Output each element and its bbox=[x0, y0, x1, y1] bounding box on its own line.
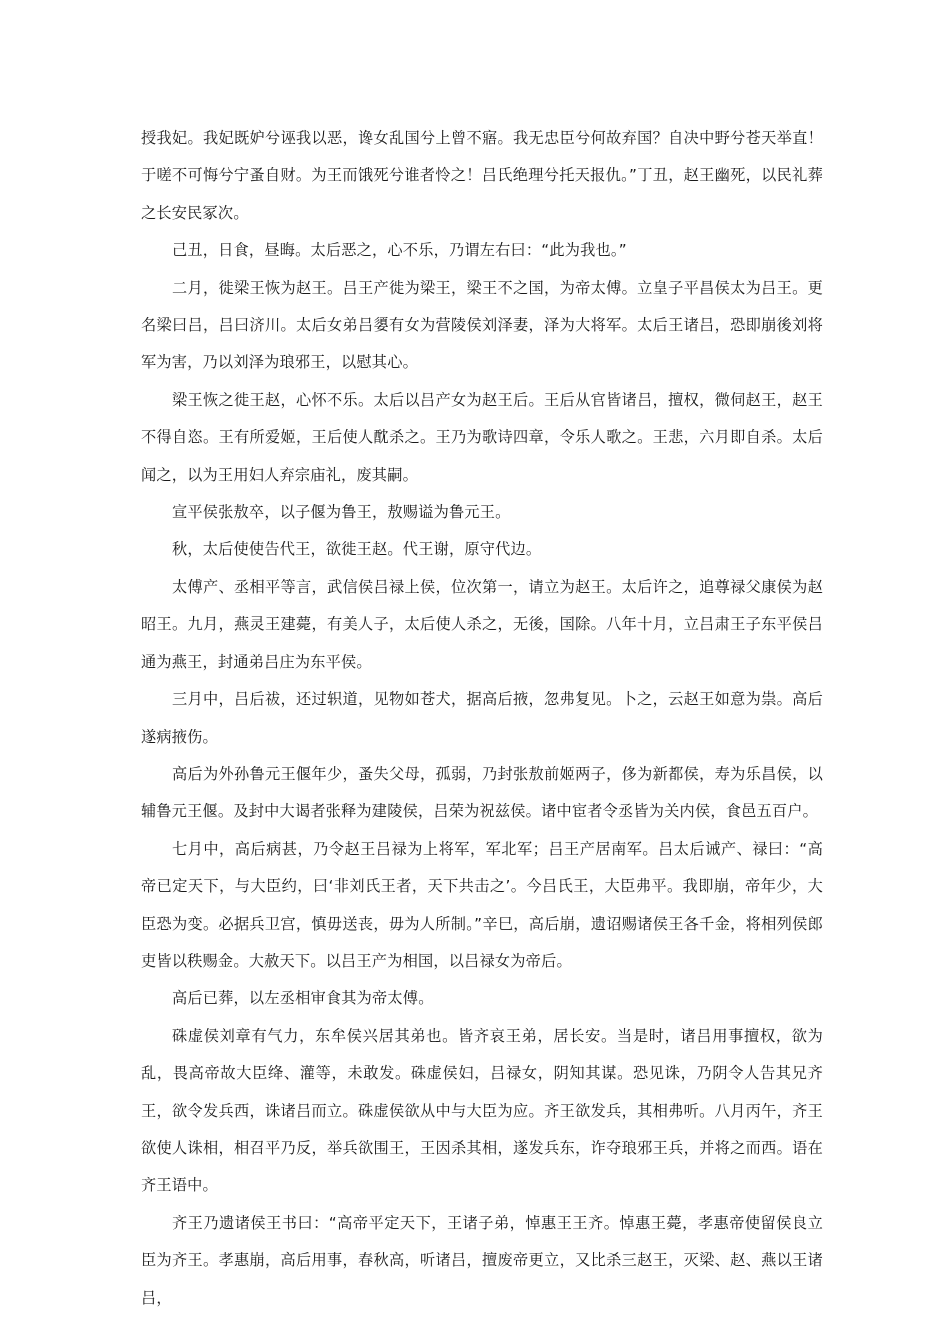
paragraph-8: 三月中，吕后祓，还过轵道，见物如苍犬，据高后掖，忽弗复见。卜之，云赵王如意为祟。高后遂病掖伤。 bbox=[141, 690, 823, 746]
paragraph-10: 七月中，高后病甚，乃令赵王吕禄为上将军，军北军；吕王产居南军。吕太后诫产、禄曰：“高帝已定天下，与大臣约，曰‘非刘氏王者，天下共击之’。今吕氏王，大臣弗平。我即崩，帝年少，大臣恐为变。必据兵卫宫，慎毋送丧，毋为人所制。”辛巳，高后崩，遗诏赐诸侯王各千金，将相列侯郎吏皆以秩赐金。大赦天下。以吕王产为相国，以吕禄女为帝后。 bbox=[141, 839, 823, 970]
paragraph-6: 秋，太后使使告代王，欲徙王赵。代王谢，原守代边。 bbox=[172, 540, 542, 559]
paragraph-2: 己丑，日食，昼晦。太后恶之，心不乐，乃谓左右曰：“此为我也。” bbox=[172, 241, 627, 260]
paragraph-3: 二月，徙梁王恢为赵王。吕王产徙为梁王，梁王不之国，为帝太傅。立皇子平昌侯太为吕王。更名梁曰吕，吕曰济川。太后女弟吕嬃有女为营陵侯刘泽妻，泽为大将军。太后王诸吕，恐即崩後刘将军为害，乃以刘泽为琅邪王，以慰其心。 bbox=[141, 278, 823, 372]
paragraph-9: 高后为外孙鲁元王偃年少，蚤失父母，孤弱，乃封张敖前姬两子，侈为新都侯，寿为乐昌侯，以辅鲁元王偃。及封中大谒者张释为建陵侯，吕荣为祝兹侯。诸中宦者令丞皆为关内侯，食邑五百户。 bbox=[141, 764, 823, 821]
paragraph-4: 梁王恢之徙王赵，心怀不乐。太后以吕产女为赵王后。王后从官皆诸吕，擅权，微伺赵王，赵王不得自恣。王有所爱姬，王后使人酖杀之。王乃为歌诗四章，令乐人歌之。王悲，六月即自杀。太后闻之，以为王用妇人弃宗庙礼，废其嗣。 bbox=[141, 390, 823, 484]
paragraph-13: 齐王乃遗诸侯王书曰：“高帝平定天下，王诸子弟，悼惠王王齐。悼惠王薨，孝惠帝使留侯良立臣为齐王。孝惠崩，高后用事，春秋高，听诸吕，擅废帝更立，又比杀三赵王，灭梁、赵、燕以王诸吕， bbox=[141, 1213, 823, 1307]
document-body bbox=[141, 120, 823, 1317]
paragraph-12: 硃虚侯刘章有气力，东牟侯兴居其弟也。皆齐哀王弟，居长安。当是时，诸吕用事擅权，欲为乱，畏高帝故大臣绛、灌等，未敢发。硃虚侯妇，吕禄女，阴知其谋。恐见诛，乃阴令人告其兄齐王，欲令发兵西，诛诸吕而立。硃虚侯欲从中与大臣为应。齐王欲发兵，其相弗听。八月丙午，齐王欲使人诛相，相召平乃反，举兵欲围王，王因杀其相，遂发兵东，诈夺琅邪王兵，并将之而西。语在齐王语中。 bbox=[141, 1026, 823, 1195]
paragraph-11: 高后已葬，以左丞相审食其为帝太傅。 bbox=[172, 989, 434, 1008]
paragraph-5: 宣平侯张敖卒，以子偃为鲁王，敖赐谥为鲁元王。 bbox=[172, 503, 511, 522]
paragraph-7: 太傅产、丞相平等言，武信侯吕禄上侯，位次第一，请立为赵王。太后许之，追尊禄父康侯为赵昭王。九月，燕灵王建薨，有美人子，太后使人杀之，无後，国除。八年十月，立吕肃王子东平侯吕通为燕王，封通弟吕庄为东平侯。 bbox=[141, 577, 823, 671]
paragraph-1: 授我妃。我妃既妒兮诬我以恶，谗女乱国兮上曾不寤。我无忠臣兮何故弃国？自决中野兮苍天举直！于嗟不可悔兮宁蚤自财。为王而饿死兮谁者怜之！吕氏绝理兮托天报仇。”丁丑，赵王幽死，以民礼葬之长安民冢次。 bbox=[141, 129, 823, 222]
